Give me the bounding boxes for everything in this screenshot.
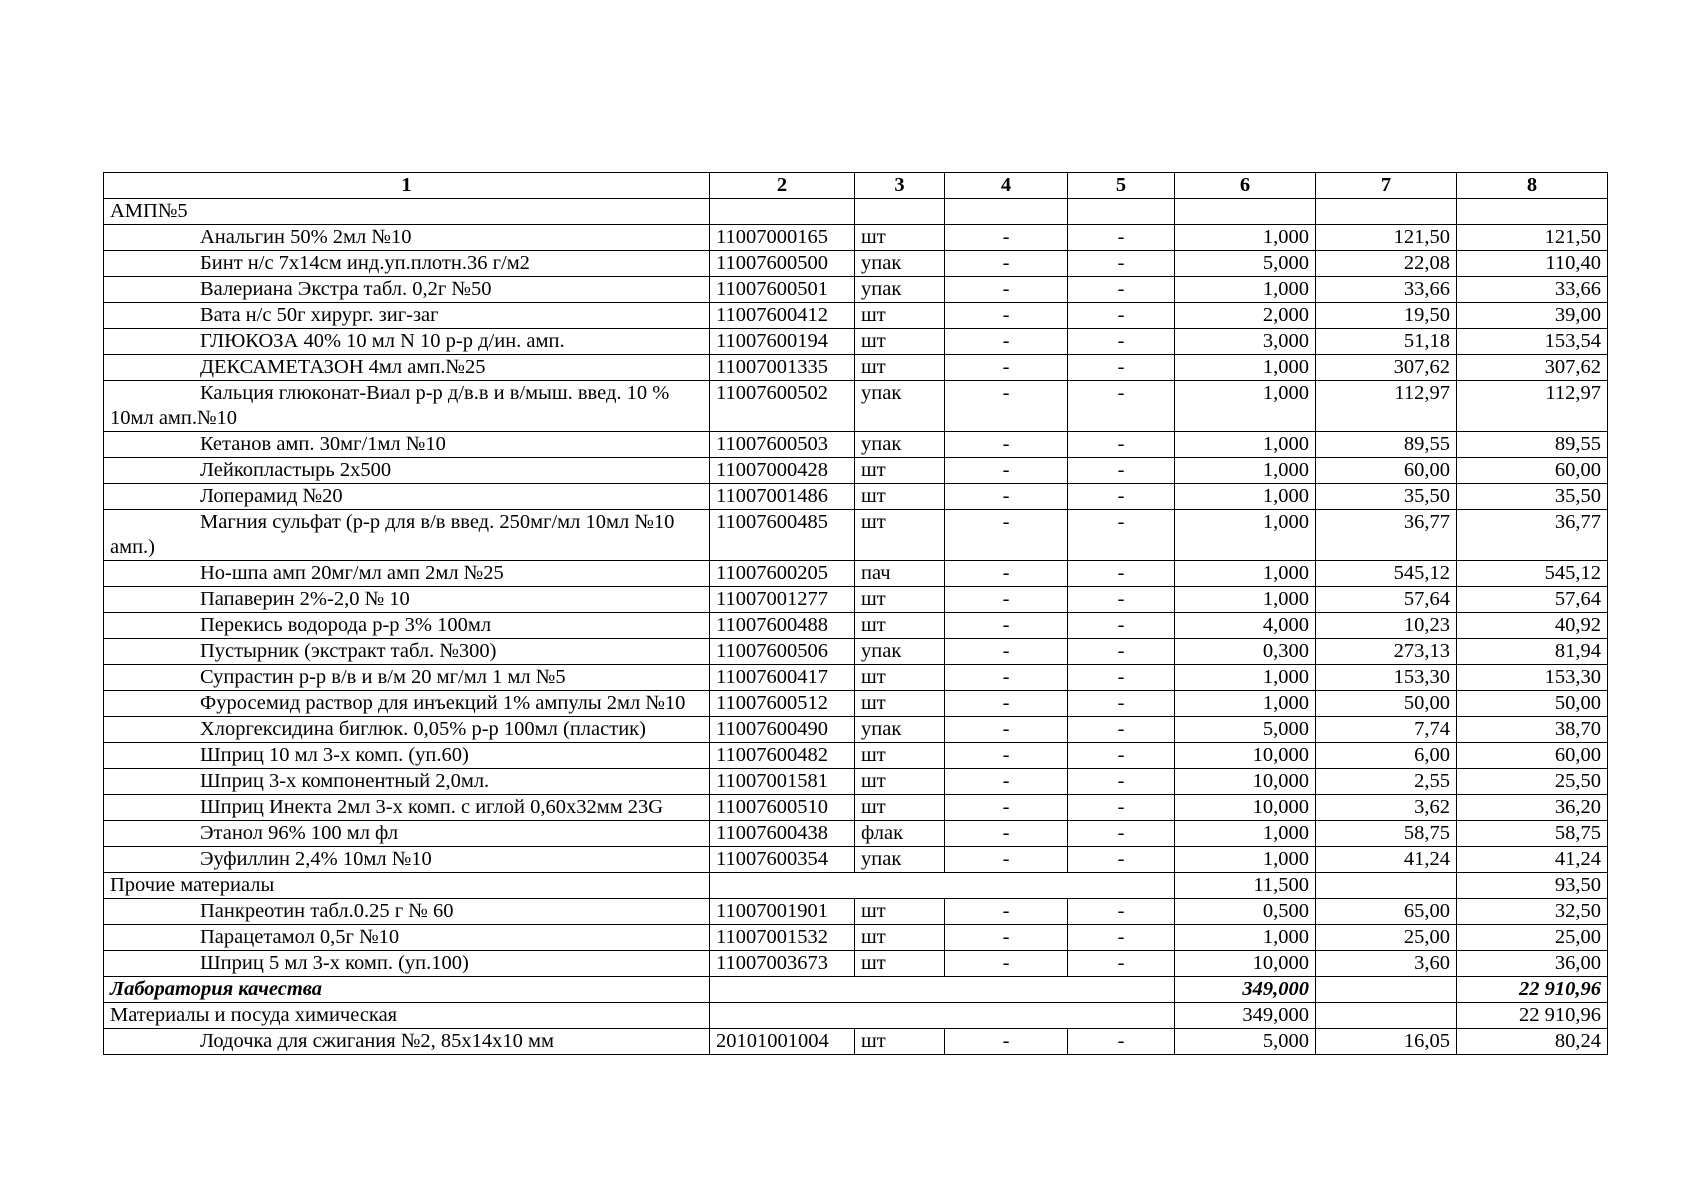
col4-cell: - (945, 432, 1068, 458)
col5-cell: - (1068, 639, 1175, 665)
price-cell: 65,00 (1316, 899, 1457, 925)
price-cell: 16,05 (1316, 1029, 1457, 1055)
col5-cell: - (1068, 769, 1175, 795)
price-cell: 545,12 (1316, 561, 1457, 587)
col5-cell: - (1068, 925, 1175, 951)
empty-cell (1316, 1003, 1457, 1029)
sum-cell: 33,66 (1457, 277, 1608, 303)
col5-cell: - (1068, 303, 1175, 329)
quantity-cell: 1,000 (1175, 665, 1316, 691)
table-row (104, 587, 1608, 613)
price-cell: 33,66 (1316, 277, 1457, 303)
table-row (104, 1029, 1608, 1055)
col5-cell: - (1068, 743, 1175, 769)
group-qty-cell: 349,000 (1175, 977, 1316, 1003)
col4-cell: - (945, 381, 1068, 432)
table-row (104, 510, 1608, 561)
item-name-cell: Папаверин 2%-2,0 № 10 (104, 587, 710, 613)
group-qty-cell (1175, 199, 1316, 225)
quantity-cell: 0,500 (1175, 899, 1316, 925)
quantity-cell: 4,000 (1175, 613, 1316, 639)
col5-cell: - (1068, 458, 1175, 484)
col5-cell: - (1068, 691, 1175, 717)
price-cell: 153,30 (1316, 665, 1457, 691)
price-cell: 3,62 (1316, 795, 1457, 821)
sum-cell: 121,50 (1457, 225, 1608, 251)
subgroup-name-cell: Материалы и посуда химическая (104, 1003, 710, 1029)
col4-cell: - (945, 484, 1068, 510)
price-cell: 3,60 (1316, 951, 1457, 977)
price-cell: 57,64 (1316, 587, 1457, 613)
item-code-cell: 11007001486 (710, 484, 855, 510)
item-name-cell: ГЛЮКОЗА 40% 10 мл N 10 р-р д/ин. амп. (104, 329, 710, 355)
column-header: 3 (855, 173, 945, 199)
item-name-cell: Шприц 5 мл 3-х комп. (уп.100) (104, 951, 710, 977)
sum-cell: 60,00 (1457, 743, 1608, 769)
quantity-cell: 1,000 (1175, 225, 1316, 251)
subgroup-row (104, 873, 1608, 899)
table-row (104, 277, 1608, 303)
subgroup-name-cell: Прочие материалы (104, 873, 710, 899)
col4-cell: - (945, 665, 1068, 691)
item-name-cell: Парацетамол 0,5г №10 (104, 925, 710, 951)
col4-cell: - (945, 639, 1068, 665)
col5-cell: - (1068, 613, 1175, 639)
section-name-cell: Лаборатория качества (104, 977, 710, 1003)
table-row (104, 743, 1608, 769)
table-row (104, 432, 1608, 458)
item-name-cell: Бинт н/с 7х14см инд.уп.плотн.36 г/м2 (104, 251, 710, 277)
column-header: 2 (710, 173, 855, 199)
col5-cell: - (1068, 432, 1175, 458)
empty-cell (710, 1003, 1175, 1029)
col5-cell: - (1068, 329, 1175, 355)
item-unit-cell: флак (855, 821, 945, 847)
item-name-cell: Валериана Экстра табл. 0,2г №50 (104, 277, 710, 303)
item-name-cell: Шприц 3-х компонентный 2,0мл. (104, 769, 710, 795)
col4-cell: - (945, 561, 1068, 587)
price-cell: 307,62 (1316, 355, 1457, 381)
col4-cell: - (945, 717, 1068, 743)
col4-cell: - (945, 951, 1068, 977)
group-name-cell: АМП№5 (104, 199, 710, 225)
sum-cell: 40,92 (1457, 613, 1608, 639)
price-cell: 41,24 (1316, 847, 1457, 873)
item-unit-cell: шт (855, 510, 945, 561)
table-row (104, 769, 1608, 795)
empty-cell (710, 977, 1175, 1003)
quantity-cell: 5,000 (1175, 717, 1316, 743)
col5-cell: - (1068, 899, 1175, 925)
item-unit-cell: шт (855, 355, 945, 381)
column-header: 8 (1457, 173, 1608, 199)
quantity-cell: 1,000 (1175, 510, 1316, 561)
item-name-cell: Магния сульфат (р-р для в/в введ. 250мг/мл 10мл №10 амп.) (104, 510, 710, 561)
col4-cell: - (945, 251, 1068, 277)
sum-cell: 25,00 (1457, 925, 1608, 951)
item-unit-cell: упак (855, 639, 945, 665)
price-cell: 60,00 (1316, 458, 1457, 484)
table-row (104, 458, 1608, 484)
empty-cell (1316, 977, 1457, 1003)
table-row (104, 665, 1608, 691)
col4-cell: - (945, 743, 1068, 769)
price-cell: 58,75 (1316, 821, 1457, 847)
quantity-cell: 1,000 (1175, 432, 1316, 458)
item-name-cell: Супрастин р-р в/в и в/м 20 мг/мл 1 мл №5 (104, 665, 710, 691)
col4-cell: - (945, 613, 1068, 639)
item-unit-cell: упак (855, 717, 945, 743)
item-code-cell: 11007600485 (710, 510, 855, 561)
sum-cell: 80,24 (1457, 1029, 1608, 1055)
quantity-cell: 5,000 (1175, 251, 1316, 277)
quantity-cell: 1,000 (1175, 277, 1316, 303)
empty-cell (1068, 199, 1175, 225)
item-unit-cell: шт (855, 899, 945, 925)
sum-cell: 36,00 (1457, 951, 1608, 977)
table-row (104, 899, 1608, 925)
table-row (104, 329, 1608, 355)
table-row (104, 251, 1608, 277)
item-unit-cell: упак (855, 432, 945, 458)
col5-cell: - (1068, 251, 1175, 277)
price-cell: 35,50 (1316, 484, 1457, 510)
sum-cell: 110,40 (1457, 251, 1608, 277)
item-name-cell: Панкреотин табл.0.25 г № 60 (104, 899, 710, 925)
table-row (104, 225, 1608, 251)
quantity-cell: 1,000 (1175, 561, 1316, 587)
price-cell: 7,74 (1316, 717, 1457, 743)
col4-cell: - (945, 458, 1068, 484)
item-unit-cell: упак (855, 381, 945, 432)
empty-cell (710, 199, 855, 225)
quantity-cell: 1,000 (1175, 458, 1316, 484)
quantity-cell: 10,000 (1175, 769, 1316, 795)
item-code-cell: 20101001004 (710, 1029, 855, 1055)
sum-cell: 36,77 (1457, 510, 1608, 561)
item-code-cell: 11007600502 (710, 381, 855, 432)
table-row (104, 691, 1608, 717)
section-row (104, 977, 1608, 1003)
col5-cell: - (1068, 510, 1175, 561)
sum-cell: 25,50 (1457, 769, 1608, 795)
item-unit-cell: упак (855, 251, 945, 277)
col4-cell: - (945, 899, 1068, 925)
item-unit-cell: шт (855, 329, 945, 355)
column-header: 4 (945, 173, 1068, 199)
sum-cell: 307,62 (1457, 355, 1608, 381)
item-code-cell: 11007600490 (710, 717, 855, 743)
quantity-cell: 2,000 (1175, 303, 1316, 329)
item-code-cell: 11007600488 (710, 613, 855, 639)
col5-cell: - (1068, 1029, 1175, 1055)
col5-cell: - (1068, 795, 1175, 821)
item-unit-cell: шт (855, 795, 945, 821)
col5-cell: - (1068, 821, 1175, 847)
quantity-cell: 1,000 (1175, 587, 1316, 613)
item-unit-cell: шт (855, 484, 945, 510)
price-cell: 121,50 (1316, 225, 1457, 251)
item-unit-cell: шт (855, 613, 945, 639)
item-code-cell: 11007001335 (710, 355, 855, 381)
col5-cell: - (1068, 484, 1175, 510)
col5-cell: - (1068, 587, 1175, 613)
item-name-cell: Шприц Инекта 2мл 3-х комп. с иглой 0,60х32мм 23G (104, 795, 710, 821)
price-cell: 22,08 (1316, 251, 1457, 277)
item-unit-cell: упак (855, 847, 945, 873)
col4-cell: - (945, 587, 1068, 613)
item-name-cell: ДЕКСАМЕТАЗОН 4мл амп.№25 (104, 355, 710, 381)
item-unit-cell: шт (855, 769, 945, 795)
col5-cell: - (1068, 951, 1175, 977)
item-code-cell: 11007600438 (710, 821, 855, 847)
item-unit-cell: шт (855, 743, 945, 769)
group-qty-cell: 349,000 (1175, 1003, 1316, 1029)
table-row (104, 717, 1608, 743)
col4-cell: - (945, 847, 1068, 873)
quantity-cell: 0,300 (1175, 639, 1316, 665)
sum-cell: 60,00 (1457, 458, 1608, 484)
quantity-cell: 3,000 (1175, 329, 1316, 355)
quantity-cell: 10,000 (1175, 795, 1316, 821)
table-row (104, 847, 1608, 873)
quantity-cell: 10,000 (1175, 951, 1316, 977)
empty-cell (1316, 199, 1457, 225)
item-unit-cell: шт (855, 458, 945, 484)
subgroup-row (104, 1003, 1608, 1029)
col5-cell: - (1068, 665, 1175, 691)
item-unit-cell: шт (855, 665, 945, 691)
item-name-cell: Перекись водорода р-р 3% 100мл (104, 613, 710, 639)
item-name-cell: Кетанов амп. 30мг/1мл №10 (104, 432, 710, 458)
price-cell: 89,55 (1316, 432, 1457, 458)
group-sum-cell (1457, 199, 1608, 225)
item-unit-cell: шт (855, 1029, 945, 1055)
item-code-cell: 11007003673 (710, 951, 855, 977)
sum-cell: 153,30 (1457, 665, 1608, 691)
sum-cell: 32,50 (1457, 899, 1608, 925)
sum-cell: 50,00 (1457, 691, 1608, 717)
sum-cell: 57,64 (1457, 587, 1608, 613)
col5-cell: - (1068, 225, 1175, 251)
item-unit-cell: шт (855, 925, 945, 951)
item-name-cell: Лоперамид №20 (104, 484, 710, 510)
item-code-cell: 11007001277 (710, 587, 855, 613)
item-unit-cell: шт (855, 951, 945, 977)
sum-cell: 89,55 (1457, 432, 1608, 458)
table-row (104, 561, 1608, 587)
group-sum-cell: 22 910,96 (1457, 977, 1608, 1003)
item-name-cell: Но-шпа амп 20мг/мл амп 2мл №25 (104, 561, 710, 587)
col4-cell: - (945, 795, 1068, 821)
col4-cell: - (945, 821, 1068, 847)
empty-cell (710, 873, 1175, 899)
item-code-cell: 11007600506 (710, 639, 855, 665)
quantity-cell: 5,000 (1175, 1029, 1316, 1055)
price-cell: 19,50 (1316, 303, 1457, 329)
col5-cell: - (1068, 847, 1175, 873)
quantity-cell: 1,000 (1175, 484, 1316, 510)
group-sum-cell: 22 910,96 (1457, 1003, 1608, 1029)
col4-cell: - (945, 510, 1068, 561)
item-unit-cell: шт (855, 691, 945, 717)
price-cell: 50,00 (1316, 691, 1457, 717)
price-cell: 25,00 (1316, 925, 1457, 951)
col4-cell: - (945, 277, 1068, 303)
sum-cell: 545,12 (1457, 561, 1608, 587)
sum-cell: 38,70 (1457, 717, 1608, 743)
item-code-cell: 11007600417 (710, 665, 855, 691)
group-sum-cell: 93,50 (1457, 873, 1608, 899)
price-cell: 112,97 (1316, 381, 1457, 432)
table-row (104, 484, 1608, 510)
sum-cell: 112,97 (1457, 381, 1608, 432)
sum-cell: 35,50 (1457, 484, 1608, 510)
table-row (104, 381, 1608, 432)
col4-cell: - (945, 329, 1068, 355)
column-header: 1 (104, 173, 710, 199)
item-unit-cell: шт (855, 303, 945, 329)
item-code-cell: 11007600501 (710, 277, 855, 303)
column-header: 6 (1175, 173, 1316, 199)
item-code-cell: 11007001581 (710, 769, 855, 795)
col5-cell: - (1068, 561, 1175, 587)
item-code-cell: 11007000165 (710, 225, 855, 251)
sum-cell: 39,00 (1457, 303, 1608, 329)
sum-cell: 81,94 (1457, 639, 1608, 665)
price-cell: 36,77 (1316, 510, 1457, 561)
table-row (104, 639, 1608, 665)
col5-cell: - (1068, 381, 1175, 432)
table-row (104, 951, 1608, 977)
empty-cell (945, 199, 1068, 225)
item-name-cell: Эуфиллин 2,4% 10мл №10 (104, 847, 710, 873)
quantity-cell: 1,000 (1175, 847, 1316, 873)
item-name-cell: Вата н/с 50г хирург. зиг-заг (104, 303, 710, 329)
item-code-cell: 11007001532 (710, 925, 855, 951)
quantity-cell: 10,000 (1175, 743, 1316, 769)
quantity-cell: 1,000 (1175, 381, 1316, 432)
col5-cell: - (1068, 277, 1175, 303)
col4-cell: - (945, 355, 1068, 381)
price-cell: 51,18 (1316, 329, 1457, 355)
group-row (104, 199, 1608, 225)
item-code-cell: 11007600205 (710, 561, 855, 587)
column-header: 5 (1068, 173, 1175, 199)
item-code-cell: 11007600194 (710, 329, 855, 355)
quantity-cell: 1,000 (1175, 691, 1316, 717)
item-unit-cell: шт (855, 225, 945, 251)
item-code-cell: 11007600500 (710, 251, 855, 277)
quantity-cell: 1,000 (1175, 821, 1316, 847)
sum-cell: 41,24 (1457, 847, 1608, 873)
price-cell: 2,55 (1316, 769, 1457, 795)
item-unit-cell: пач (855, 561, 945, 587)
table-row (104, 303, 1608, 329)
table-row (104, 821, 1608, 847)
column-header: 7 (1316, 173, 1457, 199)
item-code-cell: 11007600503 (710, 432, 855, 458)
table-row (104, 613, 1608, 639)
item-code-cell: 11007001901 (710, 899, 855, 925)
header-row (104, 173, 1608, 199)
item-name-cell: Хлоргексидина биглюк. 0,05% р-р 100мл (пластик) (104, 717, 710, 743)
col4-cell: - (945, 769, 1068, 795)
col4-cell: - (945, 925, 1068, 951)
item-name-cell: Этанол 96% 100 мл фл (104, 821, 710, 847)
col5-cell: - (1068, 717, 1175, 743)
item-code-cell: 11007600510 (710, 795, 855, 821)
item-unit-cell: упак (855, 277, 945, 303)
item-name-cell: Шприц 10 мл 3-х комп. (уп.60) (104, 743, 710, 769)
sum-cell: 58,75 (1457, 821, 1608, 847)
col4-cell: - (945, 225, 1068, 251)
table-row (104, 795, 1608, 821)
price-cell: 6,00 (1316, 743, 1457, 769)
item-code-cell: 11007600512 (710, 691, 855, 717)
item-name-cell: Лейкопластырь 2х500 (104, 458, 710, 484)
col4-cell: - (945, 691, 1068, 717)
item-name-cell: Кальция глюконат-Виал р-р д/в.в и в/мыш. введ. 10 % 10мл амп.№10 (104, 381, 710, 432)
sum-cell: 153,54 (1457, 329, 1608, 355)
item-code-cell: 11007600354 (710, 847, 855, 873)
empty-cell (855, 199, 945, 225)
item-code-cell: 11007600482 (710, 743, 855, 769)
price-cell: 10,23 (1316, 613, 1457, 639)
col5-cell: - (1068, 355, 1175, 381)
item-name-cell: Фуросемид раствор для инъекций 1% ампулы 2мл №10 (104, 691, 710, 717)
item-name-cell: Лодочка для сжигания №2, 85х14х10 мм (104, 1029, 710, 1055)
item-name-cell: Анальгин 50% 2мл №10 (104, 225, 710, 251)
item-code-cell: 11007000428 (710, 458, 855, 484)
group-qty-cell: 11,500 (1175, 873, 1316, 899)
inventory-table (103, 172, 1608, 1055)
quantity-cell: 1,000 (1175, 925, 1316, 951)
item-name-cell: Пустырник (экстракт табл. №300) (104, 639, 710, 665)
empty-cell (1316, 873, 1457, 899)
sum-cell: 36,20 (1457, 795, 1608, 821)
col4-cell: - (945, 1029, 1068, 1055)
table-body (104, 199, 1608, 1055)
price-cell: 273,13 (1316, 639, 1457, 665)
item-unit-cell: шт (855, 587, 945, 613)
col4-cell: - (945, 303, 1068, 329)
table-row (104, 355, 1608, 381)
item-code-cell: 11007600412 (710, 303, 855, 329)
table-row (104, 925, 1608, 951)
quantity-cell: 1,000 (1175, 355, 1316, 381)
